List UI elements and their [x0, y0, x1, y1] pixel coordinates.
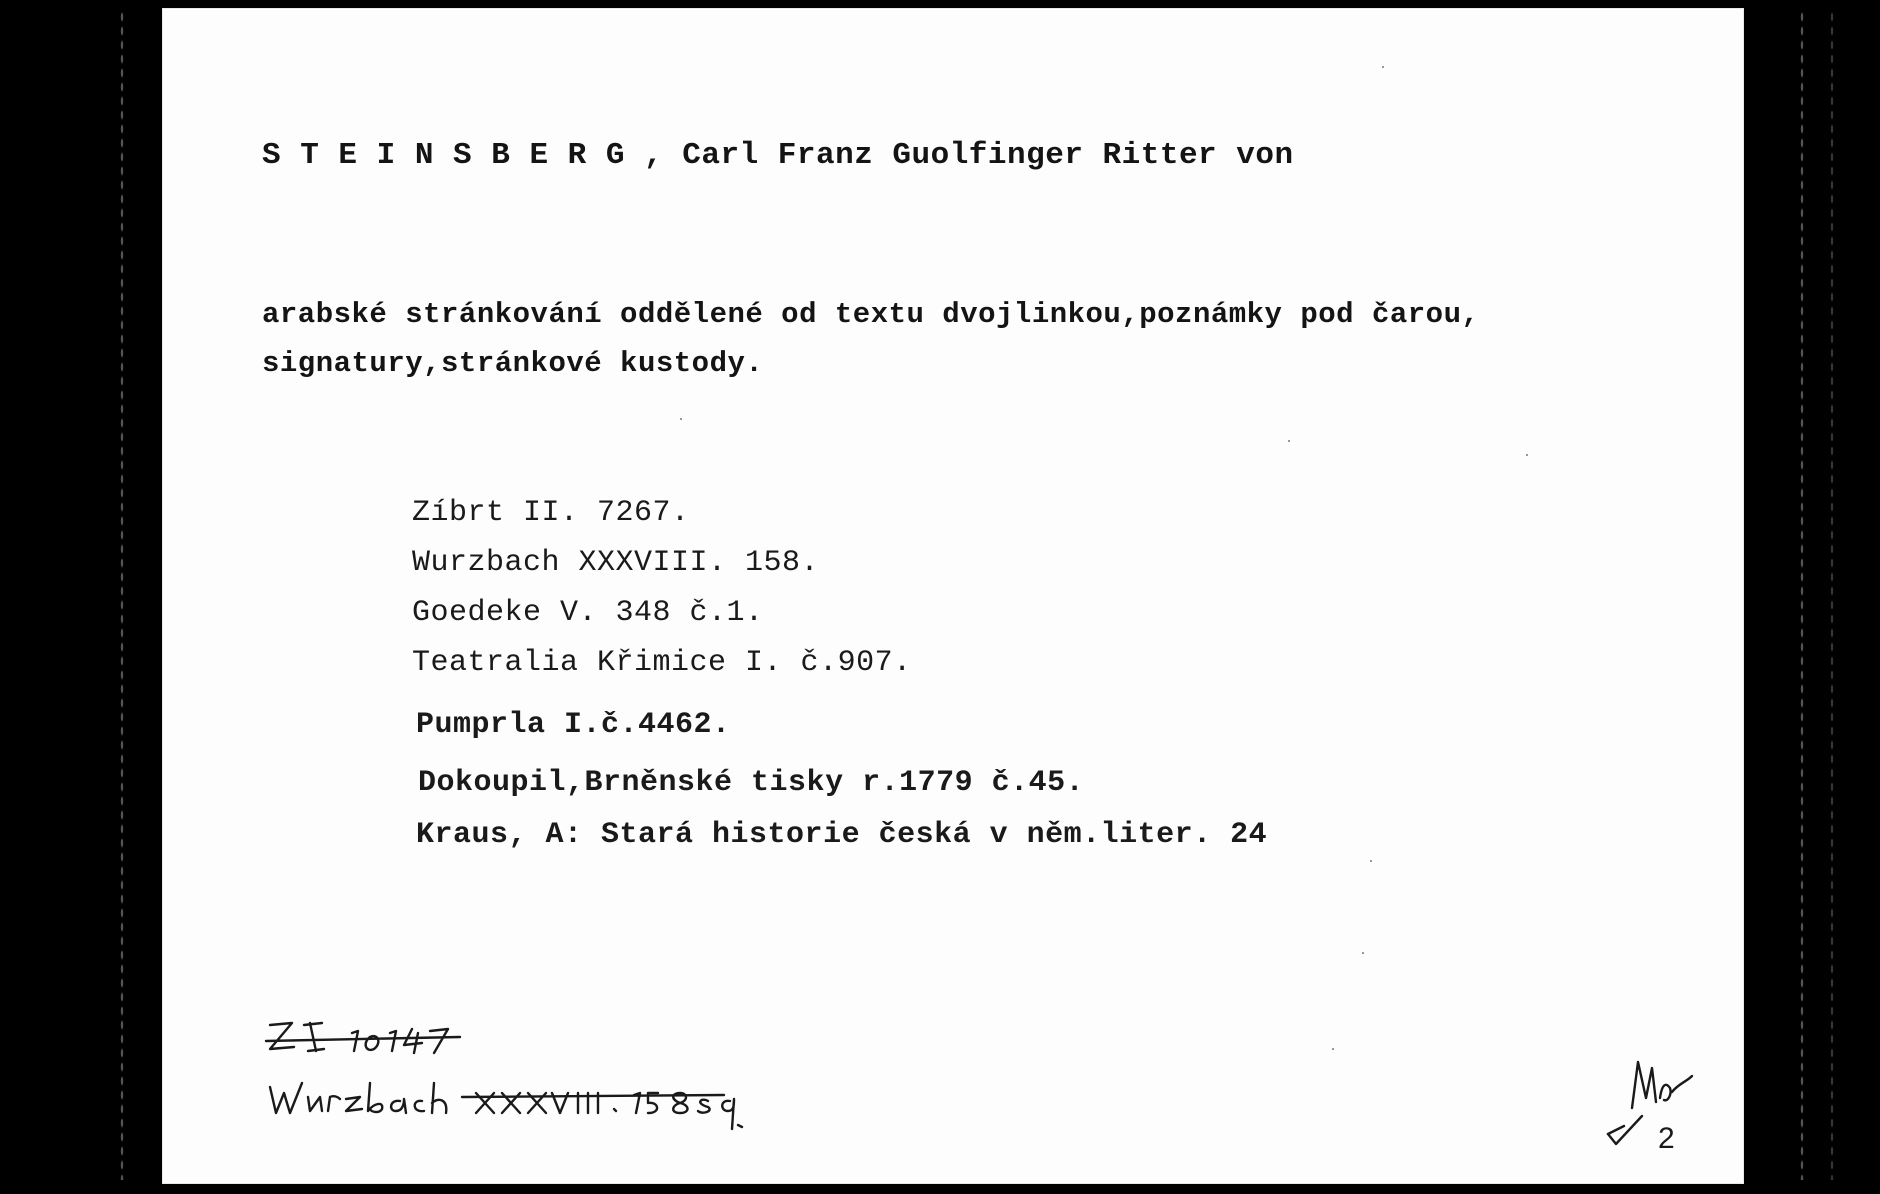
- card-description-line-2: signatury,stránkové kustody.: [262, 347, 764, 380]
- reference-line: Pumprla I.č.4462.: [416, 708, 731, 742]
- reference-line: Wurzbach XXXVIII. 158.: [412, 546, 820, 580]
- scan-speck: [1370, 860, 1372, 862]
- reference-line: Goedeke V. 348 č.1.: [412, 596, 764, 630]
- reference-line: Teatralia Křimice I. č.907.: [412, 646, 912, 680]
- scan-edge-dots-left: [120, 10, 124, 1180]
- reference-line: Dokoupil,Brněnské tisky r.1779 č.45.: [418, 766, 1085, 800]
- reference-line: Kraus, A: Stará historie česká v něm.liter. 24: [416, 818, 1268, 852]
- scan-speck: [680, 418, 682, 420]
- scan-speck: [1288, 440, 1290, 442]
- scan-speck: [1332, 1048, 1334, 1050]
- scan-edge-dots-right: [1800, 10, 1804, 1180]
- card-description-line-1: arabské stránkování oddělené od textu dvojlinkou,poznámky pod čarou,: [262, 298, 1480, 331]
- scan-speck: [1382, 66, 1384, 68]
- scan-edge-dots-right-outer: [1830, 10, 1834, 1180]
- scan-speck: [1526, 454, 1528, 456]
- signature-number: 2: [1658, 1122, 1675, 1155]
- catalog-card: [162, 8, 1744, 1184]
- card-heading: S T E I N S B E R G , Carl Franz Guolfinger Ritter von: [262, 138, 1294, 173]
- reference-line: Zíbrt II. 7267.: [412, 496, 690, 530]
- scan-speck: [1362, 952, 1364, 954]
- handwritten-crossed-out-notes: [262, 1013, 822, 1133]
